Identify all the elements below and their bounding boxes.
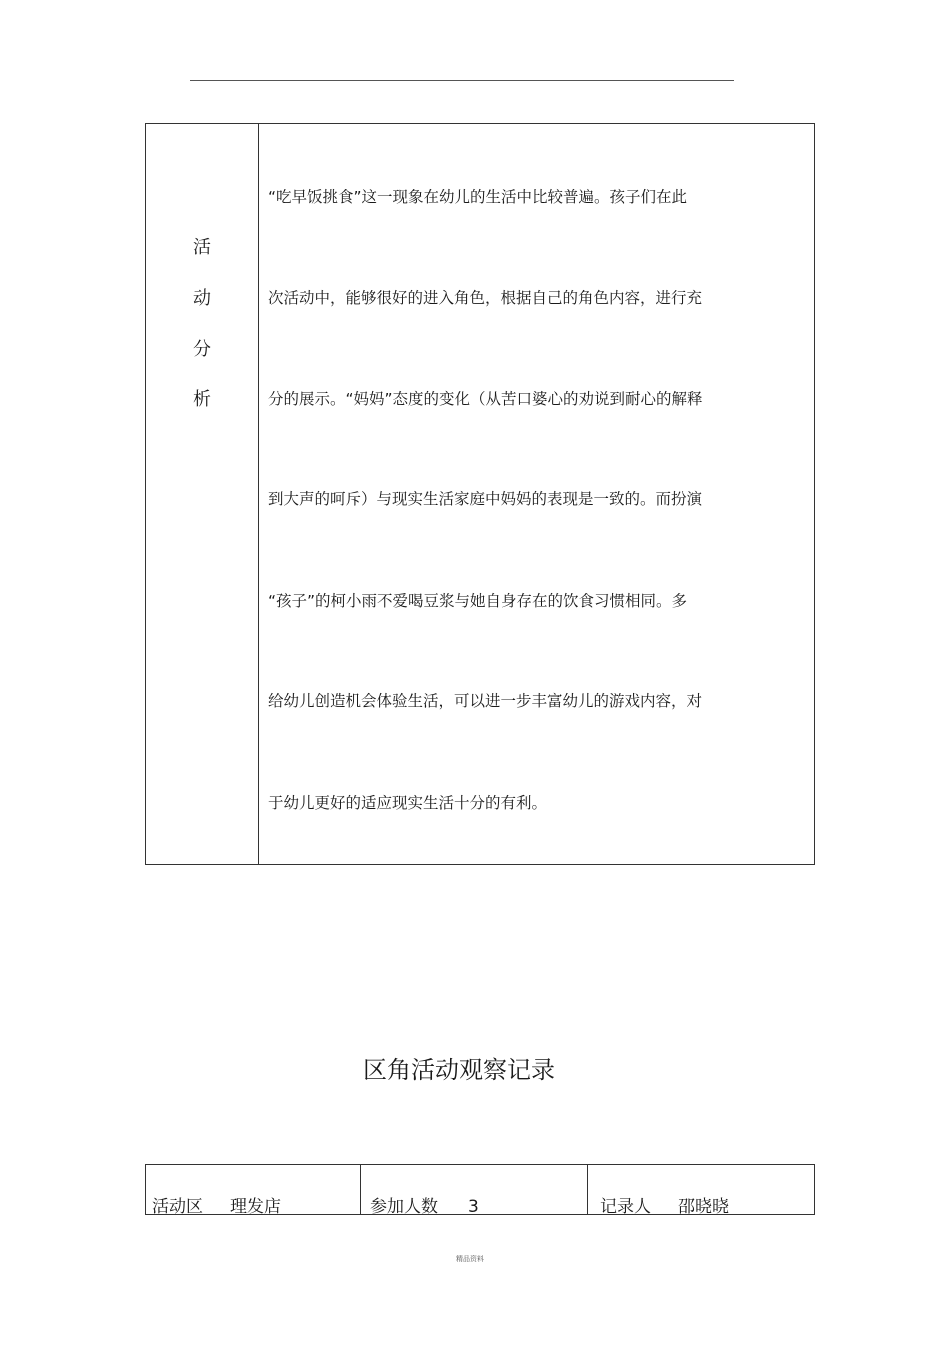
activity-analysis-table (145, 123, 815, 865)
count-value: 3 (468, 1197, 479, 1217)
recorder-value: 邵晓晓 (678, 1197, 729, 1217)
area-label: 活动区 (152, 1197, 203, 1217)
label-char: 析 (193, 389, 211, 410)
column-divider (258, 124, 259, 864)
label-char: 分 (193, 339, 211, 360)
analysis-text-line: 分的展示。“妈妈”态度的变化（从苦口婆心的劝说到耐心的解释 (268, 390, 703, 408)
analysis-text-line: “孩子”的柯小雨不爱喝豆浆与她自身存在的饮食习惯相同。多 (268, 592, 688, 610)
header-rule (190, 80, 734, 81)
analysis-text-line: 到大声的呵斥）与现实生活家庭中妈妈的表现是一致的。而扮演 (268, 490, 703, 508)
recorder-label: 记录人 (600, 1197, 651, 1217)
analysis-text-line: 次活动中，能够很好的进入角色，根据自己的角色内容，进行充 (268, 289, 703, 307)
footer-note: 精品资料 (456, 1255, 484, 1263)
record-title: 区角活动观察记录 (363, 1056, 555, 1084)
analysis-text-line: 于幼儿更好的适应现实生活十分的有利。 (268, 794, 548, 812)
cell-divider (360, 1165, 361, 1214)
count-label: 参加人数 (370, 1197, 438, 1217)
label-char: 动 (193, 288, 211, 309)
label-char: 活 (193, 237, 211, 258)
cell-divider (587, 1165, 588, 1214)
analysis-text-line: “吃早饭挑食”这一现象在幼儿的生活中比较普遍。孩子们在此 (268, 188, 688, 206)
analysis-text-line: 给幼儿创造机会体验生活，可以进一步丰富幼儿的游戏内容，对 (268, 692, 703, 710)
analysis-label-column (146, 124, 258, 864)
area-value: 理发店 (230, 1197, 281, 1217)
record-info-table (145, 1164, 815, 1215)
